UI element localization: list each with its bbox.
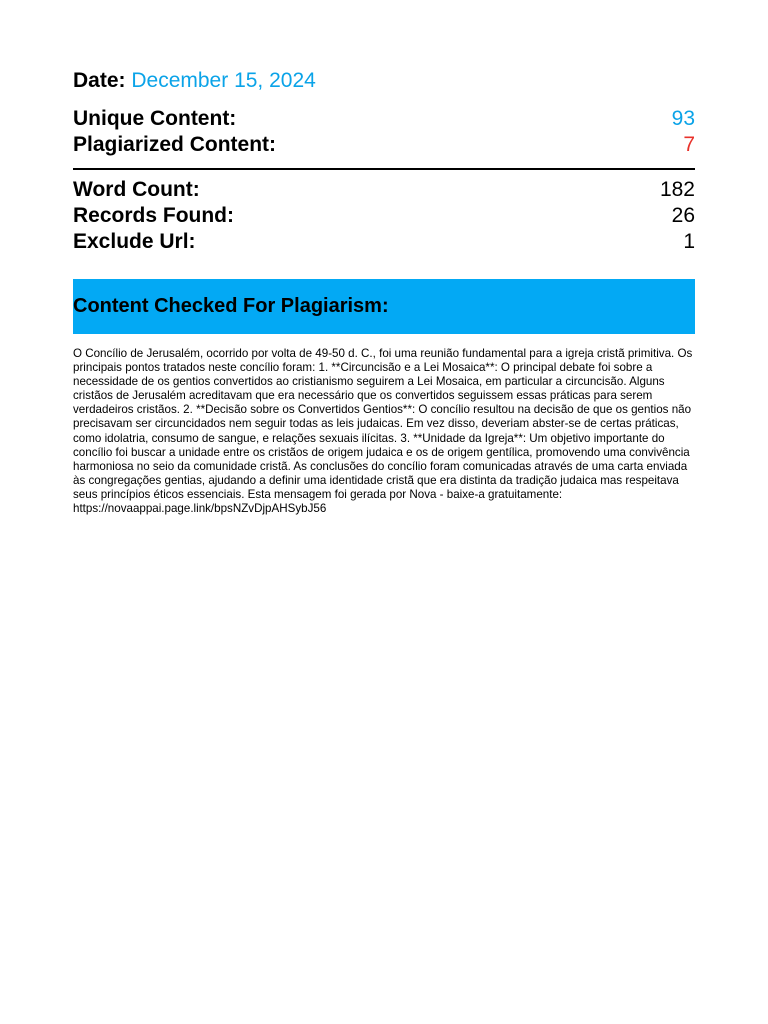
unique-content-label: Unique Content: — [73, 107, 237, 130]
date-label: Date: — [73, 69, 126, 92]
section-title: Content Checked For Plagiarism: — [73, 295, 389, 317]
word-count-label: Word Count: — [73, 178, 200, 201]
unique-content-value: 93 — [671, 107, 695, 130]
records-found-label: Records Found: — [73, 204, 234, 227]
plagiarized-content-value: 7 — [683, 133, 695, 156]
checked-content-text: O Concílio de Jerusalém, ocorrido por volta de 49-50 d. C., foi uma reunião fundamental para a igreja cristã primitiva. Os principais pontos tratados neste concílio foram: 1. **Circuncisão e a Lei Mosaica**: O principal debate foi sobre a necessidade de os gentios convertidos ao cristianismo seguirem a Lei Mosaica, em particular a circuncisão. Alguns cristãos de Jerusalém acreditavam que era necessário que os convertidos seguissem essas práticas para serem verdadeiros cristãos. 2. **Decisão sobre os Convertidos Gentios**: O concílio resultou na decisão de que os gentios não precisavam ser circuncidados nem seguir todas as leis judaicas. Em vez disso, deveriam abster-se de certas práticas, como idolatria, consumo de sangue, e relações sexuais ilícitas. 3. **Unidade da Igreja**: Um objetivo importante do concílio foi buscar a unidade entre os cristãos de origem judaica e os de origem gentílica, promovendo uma convivência harmoniosa no seio da comunidade cristã. As conclusões do concílio foram comunicadas através de uma carta enviada às congregações gentias, ajudando a definir uma identidade cristã que era distinta da tradição judaica mas respeitava seus princípios éticos essenciais. Esta mensagem foi gerada por Nova - baixe-a gratuitamente: https://novaappai.page.link/bpsNZvDjpAHSybJ56 — [73, 347, 693, 516]
section-banner — [73, 279, 695, 334]
date-row — [73, 67, 316, 95]
word-count-row — [73, 177, 695, 203]
date-value: December 15, 2024 — [131, 69, 316, 92]
exclude-url-label: Exclude Url: — [73, 230, 196, 253]
plagiarized-content-label: Plagiarized Content: — [73, 133, 277, 156]
records-found-row — [73, 203, 695, 229]
plagiarized-content-row — [73, 132, 695, 158]
exclude-url-value: 1 — [683, 230, 695, 253]
exclude-url-row — [73, 229, 695, 255]
records-found-value: 26 — [671, 204, 695, 227]
unique-content-row — [73, 106, 695, 132]
divider — [73, 168, 695, 170]
word-count-value: 182 — [659, 178, 695, 201]
